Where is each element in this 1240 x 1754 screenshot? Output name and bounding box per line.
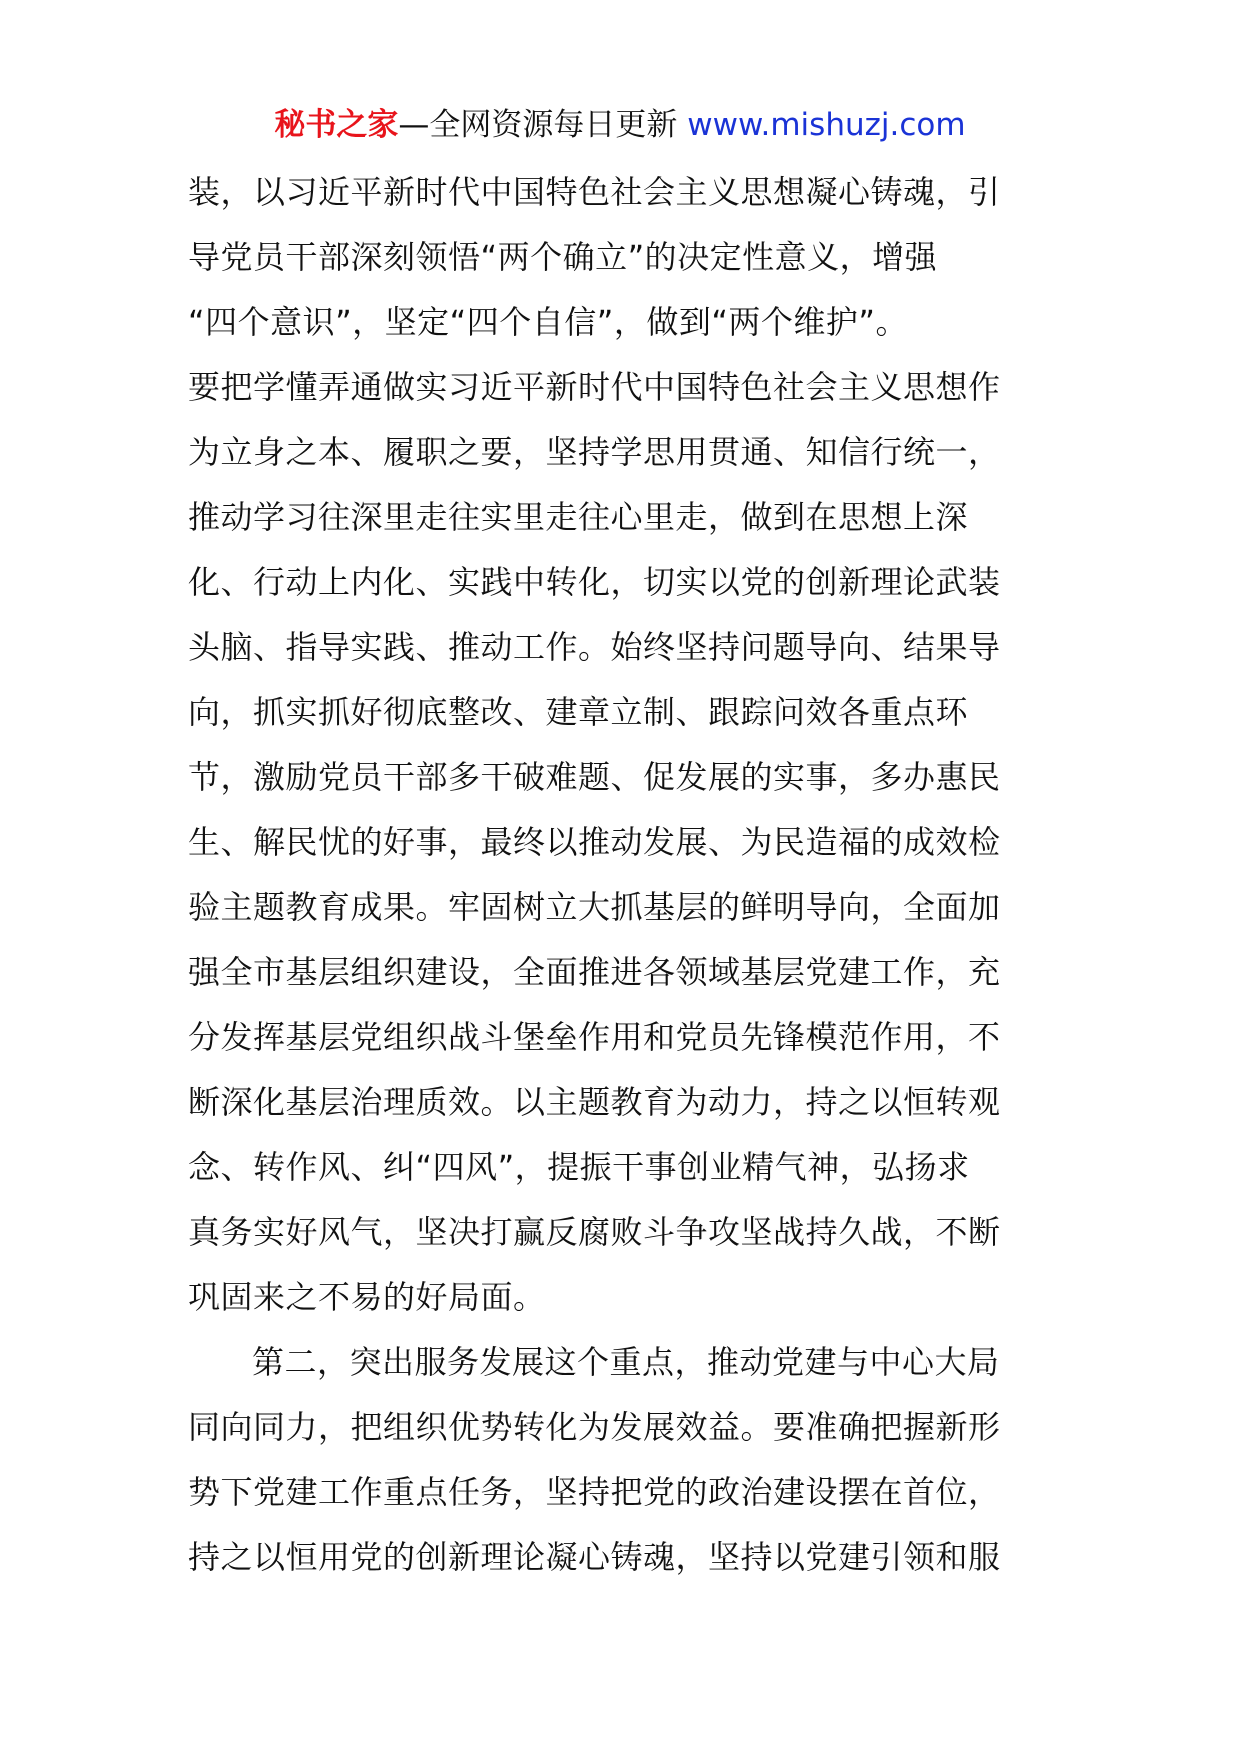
text-line: 导党员干部深刻领悟“两个确立”的决定性意义，增强 bbox=[188, 238, 938, 276]
text-line: 装，以习近平新时代中国特色社会主义思想凝心铸魂，引 bbox=[188, 173, 1001, 211]
website-link[interactable]: www.mishuzj.com bbox=[687, 107, 966, 143]
text-line: 向，抓实抓好彻底整改、建章立制、跟踪问效各重点环 bbox=[188, 693, 969, 731]
text-line: 同向同力，把组织优势转化为发展效益。要准确把握新形 bbox=[188, 1408, 1001, 1446]
text-line: 节，激励党员干部多干破难题、促发展的实事，多办惠民 bbox=[188, 758, 1001, 796]
text-line: 断深化基层治理质效。以主题教育为动力，持之以恒转观 bbox=[188, 1083, 1001, 1121]
page-header bbox=[0, 100, 1240, 150]
text-line: 化、行动上内化、实践中转化，切实以党的创新理论武装 bbox=[188, 563, 1001, 601]
text-line: 推动学习往深里走往实里走往心里走，做到在思想上深 bbox=[188, 498, 969, 536]
text-line: 真务实好风气，坚决打赢反腐败斗争攻坚战持久战，不断 bbox=[188, 1213, 1001, 1251]
paragraph-start-line: 第二，突出服务发展这个重点，推动党建与中心大局 bbox=[252, 1343, 1000, 1381]
brand-name: 秘书之家 bbox=[274, 107, 399, 143]
text-line: 为立身之本、履职之要，坚持学思用贯通、知信行统一， bbox=[188, 433, 1001, 471]
text-line: 持之以恒用党的创新理论凝心铸魂，坚持以党建引领和服 bbox=[188, 1538, 1001, 1576]
text-line: 要把学懂弄通做实习近平新时代中国特色社会主义思想作 bbox=[188, 368, 1001, 406]
document-body bbox=[188, 160, 1056, 1590]
text-line: 巩固来之不易的好局面。 bbox=[188, 1278, 546, 1316]
text-line: 念、转作风、纠“四风”，提振干事创业精气神，弘扬求 bbox=[188, 1148, 970, 1186]
text-line: 强全市基层组织建设，全面推进各领域基层党建工作，充 bbox=[188, 953, 1001, 991]
text-line: 验主题教育成果。牢固树立大抓基层的鲜明导向，全面加 bbox=[188, 888, 1001, 926]
text-line: “四个意识”，坚定“四个自信”，做到“两个维护”。 bbox=[188, 303, 908, 341]
text-line: 头脑、指导实践、推动工作。始终坚持问题导向、结果导 bbox=[188, 628, 1001, 666]
header-tagline: —全网资源每日更新 bbox=[398, 107, 688, 143]
text-line: 势下党建工作重点任务，坚持把党的政治建设摆在首位， bbox=[188, 1473, 1001, 1511]
text-line: 生、解民忧的好事，最终以推动发展、为民造福的成效检 bbox=[188, 823, 1001, 861]
text-line: 分发挥基层党组织战斗堡垒作用和党员先锋模范作用，不 bbox=[188, 1018, 1001, 1056]
